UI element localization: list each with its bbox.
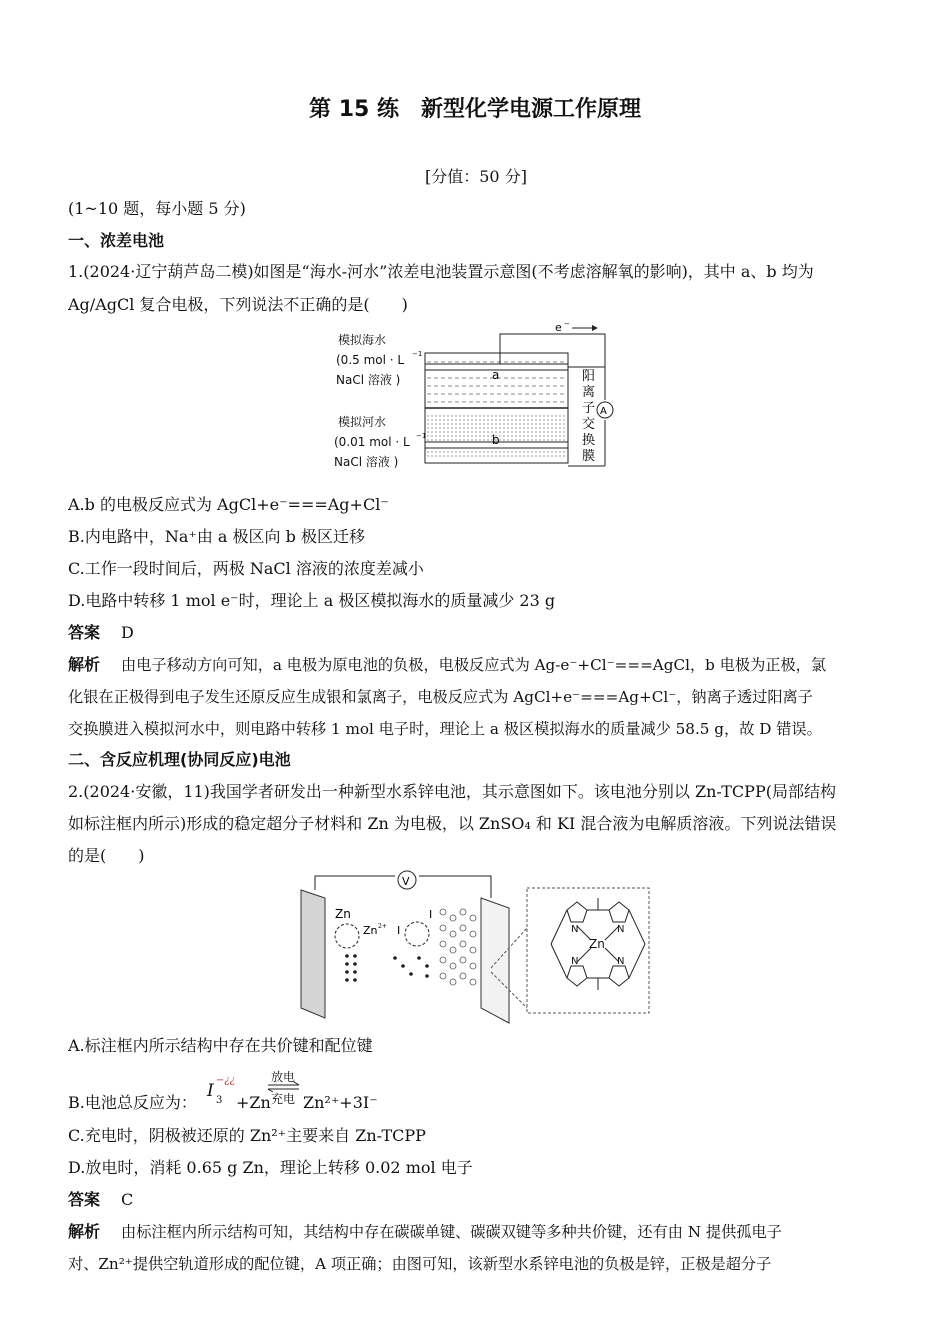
electron-arrow-icon: [592, 325, 598, 331]
river-unit-sup: −1: [416, 432, 427, 440]
zinc-battery-figure: [295, 868, 655, 1028]
zn-label: Zn: [335, 907, 351, 921]
q2-b-superscript: −¿¿: [216, 1075, 236, 1086]
label-a: a: [492, 368, 500, 382]
q2-b-zn: +Zn: [236, 1093, 271, 1112]
score-label: [分值：50 分]: [425, 167, 527, 186]
q1-explanation-line1: 由电子移动方向可知，a 电极为原电池的负极，电极反应式为 Ag-e⁻+Cl⁻===AgCl，b 电极为正极，氯: [121, 656, 827, 674]
q1-explanation-line3: 交换膜进入模拟河水中，则电路中转移 1 mol 电子时，理论上 a 极区模拟海水的质量减少 58.5 g，故 D 错误。: [68, 720, 822, 738]
q2-stem-line1: 2.(2024·安徽，11)我国学者研发出一种新型水系锌电池，其示意图如下。该电池分别以 Zn-TCPP(局部结构: [68, 782, 836, 801]
membrane-char: 子: [582, 401, 596, 416]
q1-option-d: D.电路中转移 1 mol e⁻时，理论上 a 极区模拟海水的质量减少 23 g: [68, 591, 556, 610]
membrane-char: 换: [582, 433, 596, 448]
electron-label: e: [555, 321, 562, 334]
page-title: 第 15 练 新型化学电源工作原理: [309, 97, 641, 122]
n-label: N: [617, 924, 625, 935]
q1-stem-line2: Ag/AgCl 复合电极，下列说法不正确的是( ): [68, 295, 408, 314]
q2-b-discharge: 放电: [271, 1070, 296, 1084]
q1-explanation-label: 解析: [68, 655, 101, 674]
n-label: N: [617, 956, 625, 967]
n-label: N: [571, 956, 579, 967]
river-solution: NaCl 溶液 ): [334, 455, 399, 469]
n-label: N: [571, 924, 579, 935]
ammeter-label: A: [600, 406, 607, 417]
q2-option-a: A.标注框内所示结构中存在共价键和配位键: [68, 1036, 373, 1055]
q2-explanation-line1: 由标注框内所示结构可知，其结构中存在碳碳单键、碳碳双键等多种共价键，还有由 N 提供孤电子: [121, 1223, 782, 1241]
q1-answer: D: [121, 623, 134, 642]
zn2-label: Zn: [363, 924, 378, 937]
concentration-cell-figure: [330, 320, 630, 480]
question-note: (1~10 题，每小题 5 分): [68, 199, 246, 218]
q2-explanation-label: 解析: [68, 1222, 101, 1241]
membrane-char: 膜: [582, 449, 596, 464]
q2-option-c: C.充电时，阴极被还原的 Zn²⁺主要来自 Zn-TCPP: [68, 1126, 426, 1145]
zn-electrode: [301, 890, 325, 1018]
svg-text:2+: 2+: [378, 923, 387, 930]
q1-answer-label: 答案: [68, 623, 101, 642]
iodide-label: I: [397, 924, 401, 937]
q2-b-iodine: I: [207, 1081, 214, 1101]
q2-stem-line3: 的是( ): [68, 846, 145, 865]
voltmeter-label: V: [402, 875, 410, 888]
svg-text:−: −: [564, 320, 570, 328]
zn-tcpp-electrode: [481, 898, 509, 1023]
sea-solution: NaCl 溶液 ): [336, 373, 401, 387]
section-heading-1: 一、浓差电池: [68, 231, 165, 250]
sea-label: 模拟海水: [338, 333, 387, 347]
q1-option-c: C.工作一段时间后，两极 NaCl 溶液的浓度差减小: [68, 559, 424, 578]
q2-b-charge: 充电: [271, 1092, 296, 1106]
q2-explanation-line2: 对、Zn²⁺提供空轨道形成的配位键，A 项正确；由图可知，该新型水系锌电池的负极是锌，正极是超分子: [68, 1255, 772, 1273]
q2-option-b-prefix: B.电池总反应为：: [68, 1093, 197, 1112]
triiodide-label: I: [429, 908, 433, 921]
q2-b-products: Zn²⁺+3I⁻: [303, 1093, 378, 1112]
membrane-char: 交: [582, 417, 596, 432]
zn-center-label: Zn: [589, 937, 605, 951]
q2-stem-line2: 如标注框内所示)形成的稳定超分子材料和 Zn 为电极，以 ZnSO₄ 和 KI 混合液为电解质溶液。下列说法错误: [68, 814, 837, 833]
label-b: b: [492, 433, 500, 447]
q1-option-b: B.内电路中，Na⁺由 a 极区向 b 极区迁移: [68, 527, 365, 546]
q1-explanation-line2: 化银在正极得到电子发生还原反应生成银和氯离子，电极反应式为 AgCl+e⁻===Ag+Cl⁻，钠离子透过阳离子: [68, 688, 813, 706]
q2-answer: C: [121, 1190, 134, 1209]
section-heading-2: 二、含反应机理(协同反应)电池: [68, 750, 291, 769]
river-conc: (0.01 mol · L: [334, 435, 410, 449]
river-label: 模拟河水: [338, 415, 387, 429]
sea-unit-sup: −1: [412, 350, 423, 358]
q2-answer-label: 答案: [68, 1190, 101, 1209]
q2-option-d: D.放电时，消耗 0.65 g Zn，理论上转移 0.02 mol 电子: [68, 1158, 473, 1177]
sea-conc: (0.5 mol · L: [336, 353, 405, 367]
membrane-char: 阳: [582, 369, 596, 384]
q1-stem-line1: 1.(2024·辽宁葫芦岛二模)如图是“海水-河水”浓差电池装置示意图(不考虑溶解氧的影响)，其中 a、b 均为: [68, 262, 814, 281]
q1-option-a: A.b 的电极反应式为 AgCl+e⁻===Ag+Cl⁻: [68, 495, 389, 514]
membrane-char: 离: [582, 385, 596, 400]
q2-b-subscript: 3: [216, 1095, 223, 1106]
